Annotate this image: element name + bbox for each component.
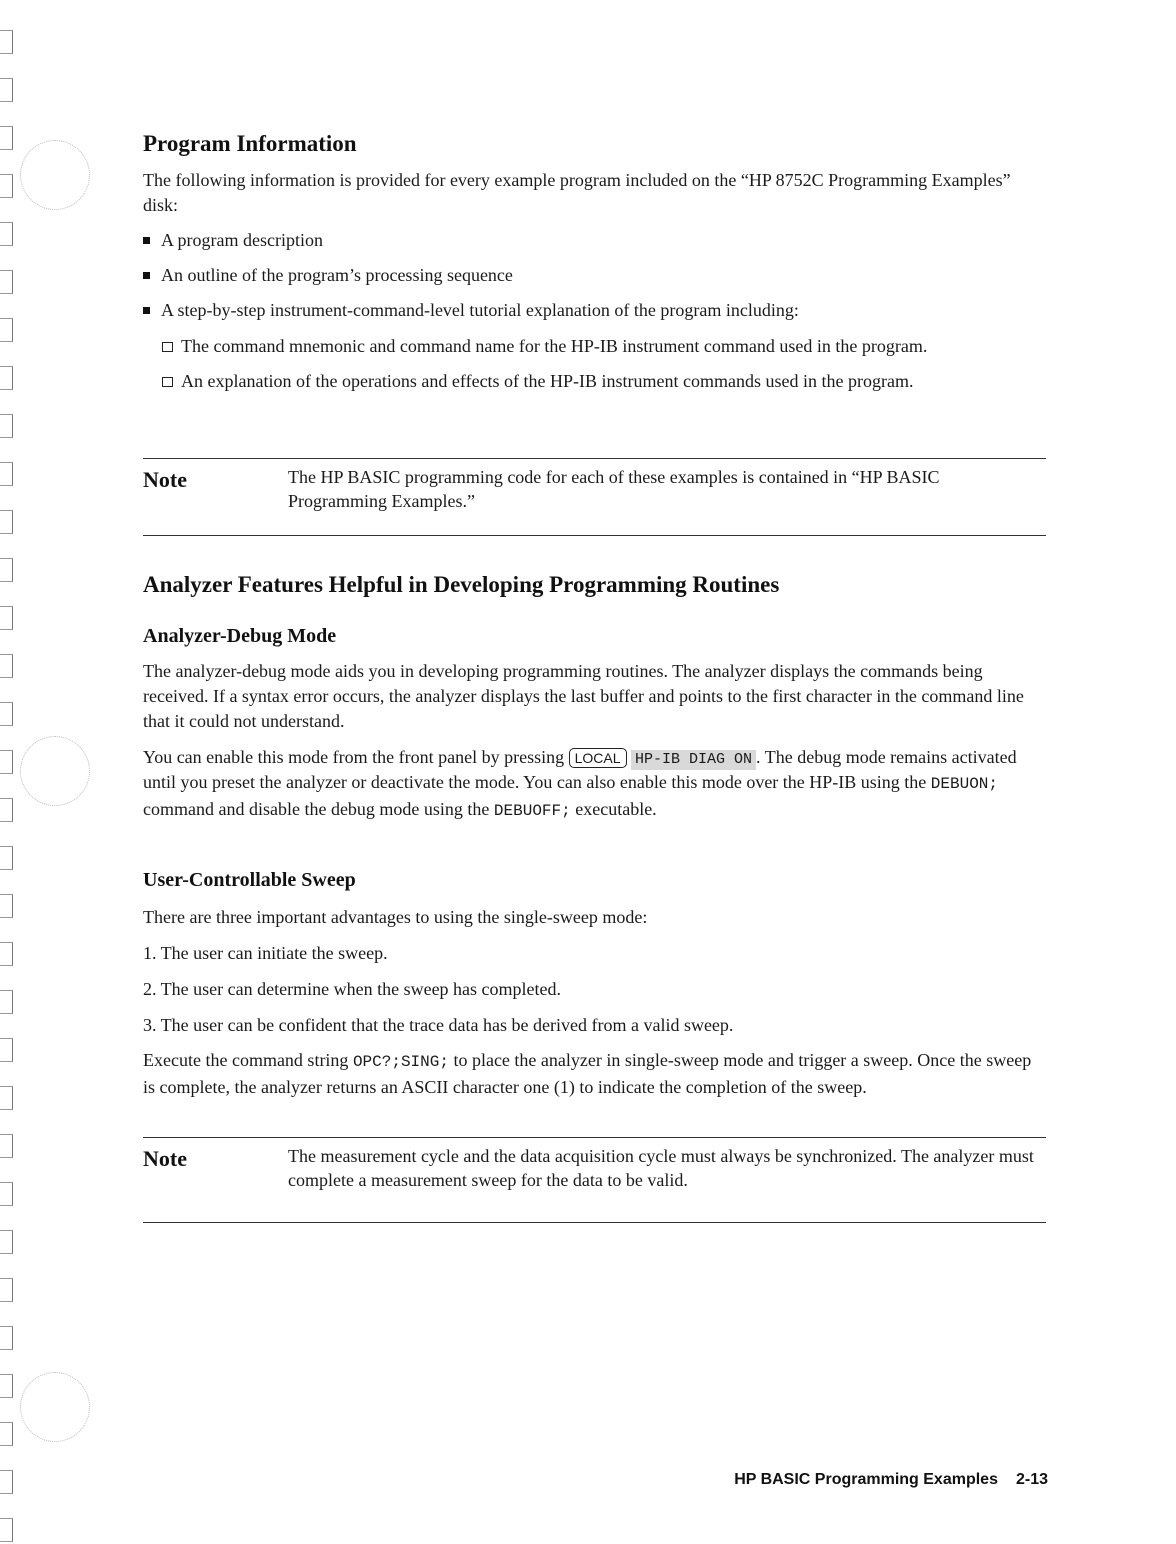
note-label: Note (143, 467, 187, 492)
binder-tick (0, 942, 13, 966)
binder-tick (0, 558, 13, 582)
binder-tick (0, 1038, 13, 1062)
program-info-intro: The following information is provided for every example program included on the “HP 8752C Programming Examples” disk: (143, 170, 1011, 215)
note-box (143, 458, 1046, 536)
command-debuoff: DEBUOFF; (493, 802, 571, 820)
sub-bullet-item: The command mnemonic and command name for the HP-IB instrument command used in the program. (143, 334, 1046, 359)
binder-tick (0, 1518, 13, 1542)
binder-tick (0, 366, 13, 390)
binder-tick (0, 174, 13, 198)
binder-tick (0, 510, 13, 534)
binder-tick (0, 1470, 13, 1494)
binder-tick (0, 318, 13, 342)
binder-tick (0, 222, 13, 246)
hpib-diag-on-softkey: HP-IB DIAG ON (631, 750, 756, 770)
program-info-bullets (143, 228, 1046, 323)
sweep-execute-paragraph: Execute the command string OPC?;SING; to place the analyzer in single-sweep mode and trigger a sweep. Once the sweep is complete, the analyzer returns an ASCII character one (1) to indicate the completion of the sweep. (143, 1050, 1032, 1097)
sweep-intro: There are three important advantages to using the single-sweep mode: (143, 907, 648, 927)
binder-tick (0, 78, 13, 102)
sub-bullet-item: An explanation of the operations and effects of the HP-IB instrument commands used in the program. (143, 369, 1046, 394)
binder-tick (0, 1134, 13, 1158)
debug-paragraph-1: The analyzer-debug mode aids you in developing programming routines. The analyzer displays the commands being received. If a syntax error occurs, the analyzer displays the last buffer and points to the first character in the command line that it could not understand. (143, 661, 1024, 731)
checkbox-square-icon (162, 342, 173, 352)
page-footer (734, 1471, 1048, 1489)
command-opc-sing: OPC?;SING; (352, 1053, 449, 1071)
bullet-square-icon (143, 307, 150, 314)
binder-tick (0, 1182, 13, 1206)
binder-tick (0, 894, 13, 918)
section-title-analyzer-features: Analyzer Features Helpful in Developing Programming Routines (143, 572, 780, 597)
binder-tick (0, 30, 13, 54)
binder-tick (0, 750, 13, 774)
list-item: 1. The user can initiate the sweep. (143, 943, 388, 963)
punch-hole (20, 140, 90, 210)
subsection-title-debug-mode: Analyzer-Debug Mode (143, 625, 337, 647)
binder-tick (0, 702, 13, 726)
binder-tick (0, 798, 13, 822)
binder-tick (0, 462, 13, 486)
command-debuon: DEBUON; (930, 775, 999, 793)
binder-tick (0, 846, 13, 870)
section-title-program-information: Program Information (143, 131, 357, 156)
bullet-item: A step-by-step instrument-command-level tutorial explanation of the program including: (143, 298, 1046, 323)
bullet-square-icon (143, 272, 150, 279)
checkbox-square-icon (162, 377, 173, 387)
note-box (143, 1137, 1046, 1223)
note-label: Note (143, 1146, 187, 1171)
binder-tick (0, 414, 13, 438)
punch-hole (20, 1372, 90, 1442)
sweep-advantages-list (143, 941, 1046, 1038)
binder-tick (0, 654, 13, 678)
binder-tick (0, 270, 13, 294)
bullet-square-icon (143, 237, 150, 244)
list-item: 2. The user can determine when the sweep has completed. (143, 979, 562, 999)
subsection-title-user-sweep: User-Controllable Sweep (143, 869, 356, 891)
binder-tick (0, 1086, 13, 1110)
binder-tick (0, 1278, 13, 1302)
list-item: 3. The user can be confident that the trace data has be derived from a valid sweep. (143, 1015, 734, 1035)
binder-tick (0, 990, 13, 1014)
binder-tick (0, 1326, 13, 1350)
footer-title: HP BASIC Programming Examples (734, 1471, 998, 1488)
page-number: 2-13 (1015, 1471, 1048, 1488)
binder-tick (0, 126, 13, 150)
bullet-item: An outline of the program’s processing sequence (143, 263, 1046, 288)
binder-tick (0, 1422, 13, 1446)
local-key: LOCAL (569, 748, 627, 768)
note-text: The HP BASIC programming code for each of these examples is contained in “HP BASIC Programming Examples.” (288, 467, 940, 511)
binder-tick (0, 1230, 13, 1254)
note-text: The measurement cycle and the data acquisition cycle must always be synchronized. The analyzer must complete a measurement sweep for the data to be valid. (288, 1146, 1034, 1190)
binder-tick (0, 606, 13, 630)
punch-hole (20, 736, 90, 806)
binder-tick (0, 1374, 13, 1398)
debug-paragraph-2: You can enable this mode from the front panel by pressing LOCAL HP-IB DIAG ON . The debug mode remains activated until you preset the analyzer or deactivate the mode. You can also enable this mode over the HP-IB using the DEBUON; command and disable the debug mode using the DEBUOFF; executable. (143, 747, 1017, 820)
bullet-item: A program description (143, 228, 1046, 253)
program-info-sub-bullets (143, 334, 1046, 394)
